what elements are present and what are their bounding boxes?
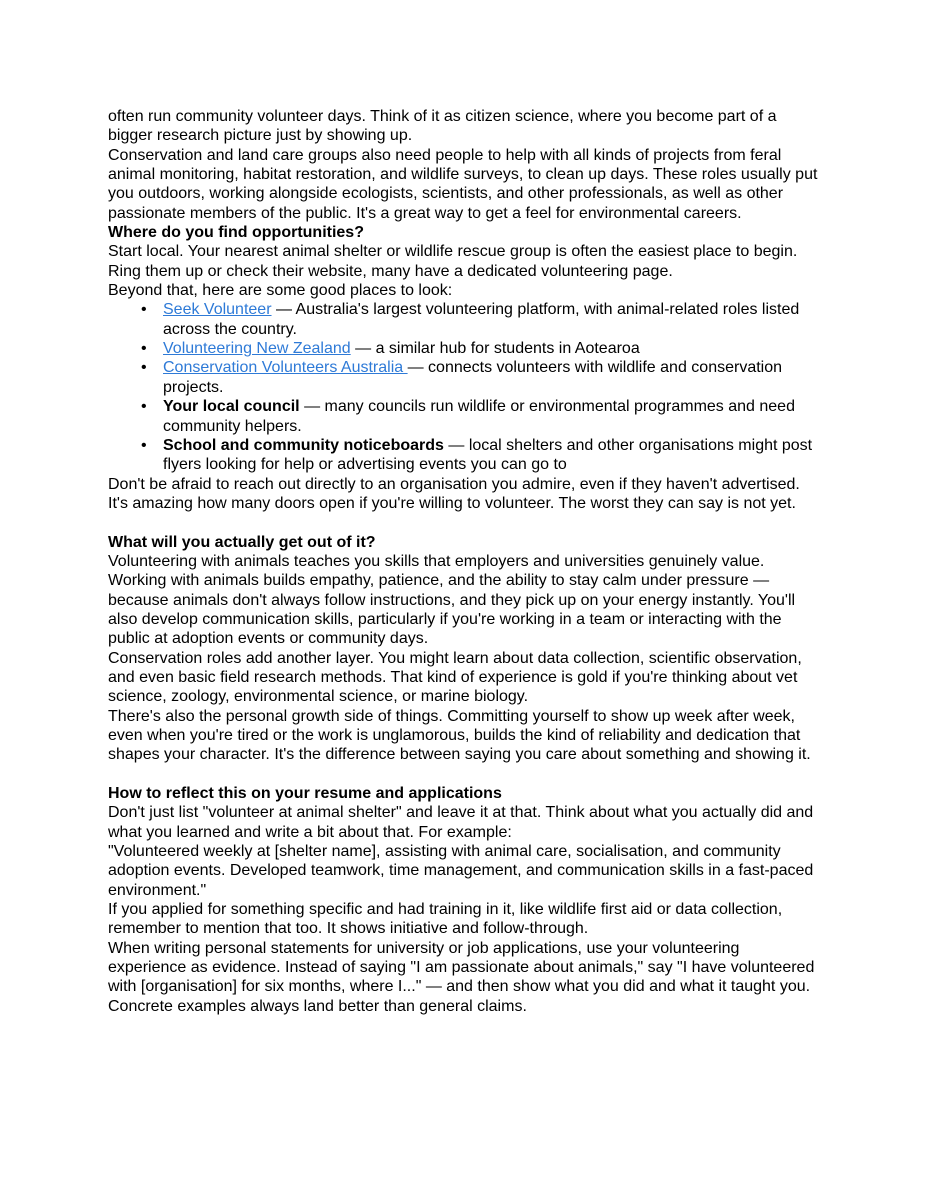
- hyperlink-volunteering-new-zealand[interactable]: Volunteering New Zealand: [163, 340, 351, 358]
- text-run: There's also the personal growth side of things. Committing yourself to show up week after week, even when you're tired or the work is unglamorous, builds the kind of reliability and dedication that shapes your character. It's the difference between saying you care about something and showing it.: [108, 707, 811, 764]
- paragraph: [108, 649, 819, 707]
- bold-text: School and community noticeboards: [163, 436, 444, 454]
- list-item: [108, 300, 819, 339]
- text-run: Conservation and land care groups also need people to help with all kinds of projects from feral animal monitoring, habitat restoration, and wildlife surveys, to clean up days. These roles usually put you outdoors, working alongside ecologists, scientists, and other professionals, as well as other passionate members of the public. It's a great way to get a feel for environmental careers.: [108, 146, 818, 222]
- list-item: [108, 358, 819, 397]
- blank-line: [108, 513, 819, 532]
- paragraph: [108, 475, 819, 514]
- text-run: Beyond that, here are some good places to look:: [108, 282, 453, 300]
- paragraph: [108, 939, 819, 1016]
- paragraph: [108, 146, 819, 223]
- paragraph: [108, 842, 819, 900]
- text-run: — connects volunteers with wildlife and conservation projects.: [163, 359, 783, 396]
- bullet-marker: •: [141, 398, 147, 416]
- text-run: — many councils run wildlife or environmental programmes and need community helpers.: [163, 398, 795, 435]
- text-run: Don't be afraid to reach out directly to an organisation you admire, even if they haven't advertised. It's amazing how many doors open if you're willing to volunteer. The worst they can say is not yet.: [108, 475, 800, 512]
- paragraph: [108, 552, 819, 649]
- bullet-marker: •: [141, 301, 147, 319]
- text-run: Volunteering with animals teaches you skills that employers and universities genuinely value. Working with animals builds empathy, patience, and the ability to stay calm under pressure — because animals don't always follow instructions, and they pick up on your energy instantly. You'll also develop communication skills, particularly if you're working in a team or interacting with the public at adoption events or community days.: [108, 552, 796, 648]
- bullet-marker: •: [141, 436, 147, 454]
- hyperlink-conservation-volunteers-australia[interactable]: Conservation Volunteers Australia: [163, 359, 408, 377]
- hyperlink-seek-volunteer[interactable]: Seek Volunteer: [163, 301, 272, 319]
- paragraph: [108, 107, 819, 146]
- paragraph: [108, 900, 819, 939]
- paragraph: [108, 242, 819, 281]
- section-heading: What will you actually get out of it?: [108, 533, 376, 551]
- text-run: — local shelters and other organisations might post flyers looking for help or advertising events you can go to: [163, 436, 813, 474]
- section-heading: Where do you find opportunities?: [108, 224, 364, 242]
- text-run: Don't just list "volunteer at animal shelter" and leave it at that. Think about what you actually did and what you learned and write a bit about that. For example:: [108, 804, 814, 841]
- paragraph: [108, 803, 819, 842]
- text-run: When writing personal statements for university or job applications, use your volunteering experience as evidence. Instead of saying "I am passionate about animals," say "I have volunteered with [organisation] for six months, where I..." — and then show what you did and what it taught you. Concrete examples always land better than general claims.: [108, 939, 815, 1015]
- list-item: [108, 339, 819, 358]
- list-item: [108, 436, 819, 475]
- paragraph: [108, 707, 819, 765]
- text-run: often run community volunteer days. Think of it as citizen science, where you become part of a bigger research picture just by showing up.: [108, 108, 777, 145]
- section-heading: How to reflect this on your resume and applications: [108, 785, 502, 803]
- bullet-marker: •: [141, 359, 147, 377]
- bold-text: Your local council: [163, 398, 300, 416]
- paragraph: [108, 281, 819, 300]
- text-run: Start local. Your nearest animal shelter or wildlife rescue group is often the easiest place to begin. Ring them up or check their website, many have a dedicated volunteering page.: [108, 243, 798, 280]
- list-item: [108, 397, 819, 436]
- bullet-marker: •: [141, 340, 147, 358]
- text-run: "Volunteered weekly at [shelter name], assisting with animal care, socialisation, and community adoption events. Developed teamwork, time management, and communication skills in a fast-paced environment.": [108, 843, 814, 899]
- text-run: Conservation roles add another layer. You might learn about data collection, scientific observation, and even basic field research methods. That kind of experience is gold if you're thinking about vet science, zoology, environmental science, or marine biology.: [108, 649, 802, 706]
- blank-line: [108, 765, 819, 784]
- text-run: — Australia's largest volunteering platform, with animal-related roles listed across the country.: [163, 301, 800, 338]
- text-run: — a similar hub for students in Aotearoa: [350, 340, 640, 358]
- text-run: If you applied for something specific and had training in it, like wildlife first aid or data collection, remember to mention that too. It shows initiative and follow-through.: [108, 901, 783, 938]
- bullet-list: [108, 300, 819, 474]
